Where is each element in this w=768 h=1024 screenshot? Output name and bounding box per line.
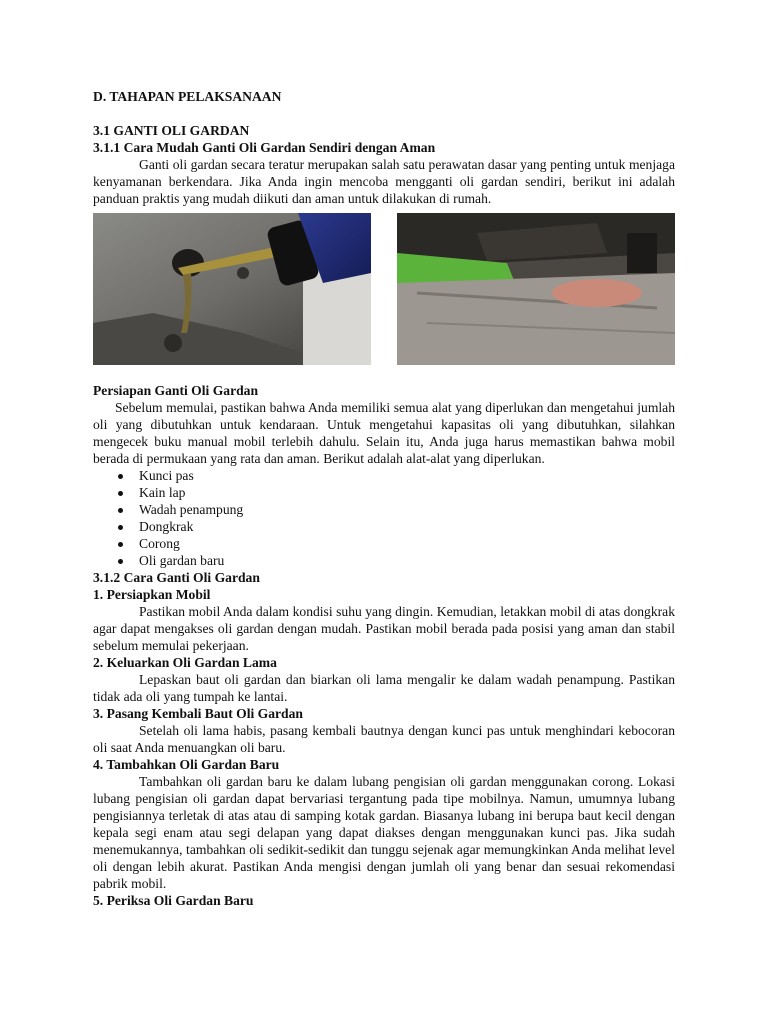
step-1-title: 1. Persiapkan Mobil <box>93 587 211 602</box>
list-item: Kunci pas <box>139 467 675 484</box>
step-1-text: Pastikan mobil Anda dalam kondisi suhu yang dingin. Kemudian, letakkan mobil di atas dongkrak agar dapat mengakses oli gardan dengan mudah. Pastikan mobil berada pada posisi yang aman dan stabil sebelum memulai pekerjaan. <box>93 604 675 653</box>
list-item: Dongkrak <box>139 518 675 535</box>
photo-under-car <box>397 213 675 365</box>
step-4-text: Tambahkan oli gardan baru ke dalam lubang pengisian oli gardan menggunakan corong. Lokasi lubang pengisian oli gardan dapat bervariasi tergantung pada tipe mobilnya. Namun, umumnya lubang pengisiannya terletak di atas atau di samping kotak gardan. Biasanya lubang ini berupa baut kecil dengan kepala segi enam atau segi delapan yang dapat diakses dengan menggunakan kunci pas. Jika sudah menemukannya, tambahkan oli sedikit-sedikit dan tunggu sejenak agar memungkinkan Anda melihat level oli dengan lebih akurat. Pastikan Anda mengisi dengan jumlah oli yang benar dan sesuai rekomendasi pabrik mobil. <box>93 774 675 891</box>
section-title: D. TAHAPAN PELAKSANAAN <box>93 89 282 104</box>
photo-row <box>93 213 675 365</box>
step-2-text: Lepaskan baut oli gardan dan biarkan oli lama mengalir ke dalam wadah penampung. Pastikan tidak ada oli yang tumpah ke lantai. <box>93 672 675 704</box>
photo-oil-pouring <box>93 213 371 365</box>
list-item: Wadah penampung <box>139 501 675 518</box>
step-3-text: Setelah oli lama habis, pasang kembali bautnya dengan kunci pas untuk menghindari kebocoran oli saat Anda menuangkan oli baru. <box>93 723 675 755</box>
persiapan-paragraph: Sebelum memulai, pastikan bahwa Anda memiliki semua alat yang diperlukan dan mengetahui jumlah oli yang dibutuhkan untuk kendaraan. Untuk mengetahui kapasitas oli yang dibutuhkan, silahkan mengecek buku manual mobil terlebih dahulu. Selain itu, Anda juga harus memastikan bahwa mobil berada di permukaan yang rata dan aman. Berikut adalah alat-alat yang diperlukan. <box>93 400 675 466</box>
intro-paragraph: Ganti oli gardan secara teratur merupakan salah satu perawatan dasar yang penting untuk menjaga kenyamanan berkendara. Jika Anda ingin mencoba mengganti oli gardan sendiri, berikut ini adalah panduan praktis yang mudah diikuti dan aman untuk dilakukan di rumah. <box>93 157 675 206</box>
heading-3-1-1: 3.1.1 Cara Mudah Ganti Oli Gardan Sendiri dengan Aman <box>93 140 436 155</box>
step-4-title: 4. Tambahkan Oli Gardan Baru <box>93 757 280 772</box>
list-item: Oli gardan baru <box>139 552 675 569</box>
under-car-image <box>397 213 675 365</box>
list-item: Corong <box>139 535 675 552</box>
step-3-title: 3. Pasang Kembali Baut Oli Gardan <box>93 706 303 721</box>
step-2-title: 2. Keluarkan Oli Gardan Lama <box>93 655 277 670</box>
step-5-title: 5. Periksa Oli Gardan Baru <box>93 893 254 908</box>
heading-3-1: 3.1 GANTI OLI GARDAN <box>93 123 250 138</box>
list-item: Kain lap <box>139 484 675 501</box>
heading-persiapan: Persiapan Ganti Oli Gardan <box>93 383 259 398</box>
document-page <box>93 88 675 909</box>
tools-list <box>93 467 675 569</box>
heading-3-1-2: 3.1.2 Cara Ganti Oli Gardan <box>93 570 260 585</box>
oil-pouring-image <box>93 213 371 365</box>
